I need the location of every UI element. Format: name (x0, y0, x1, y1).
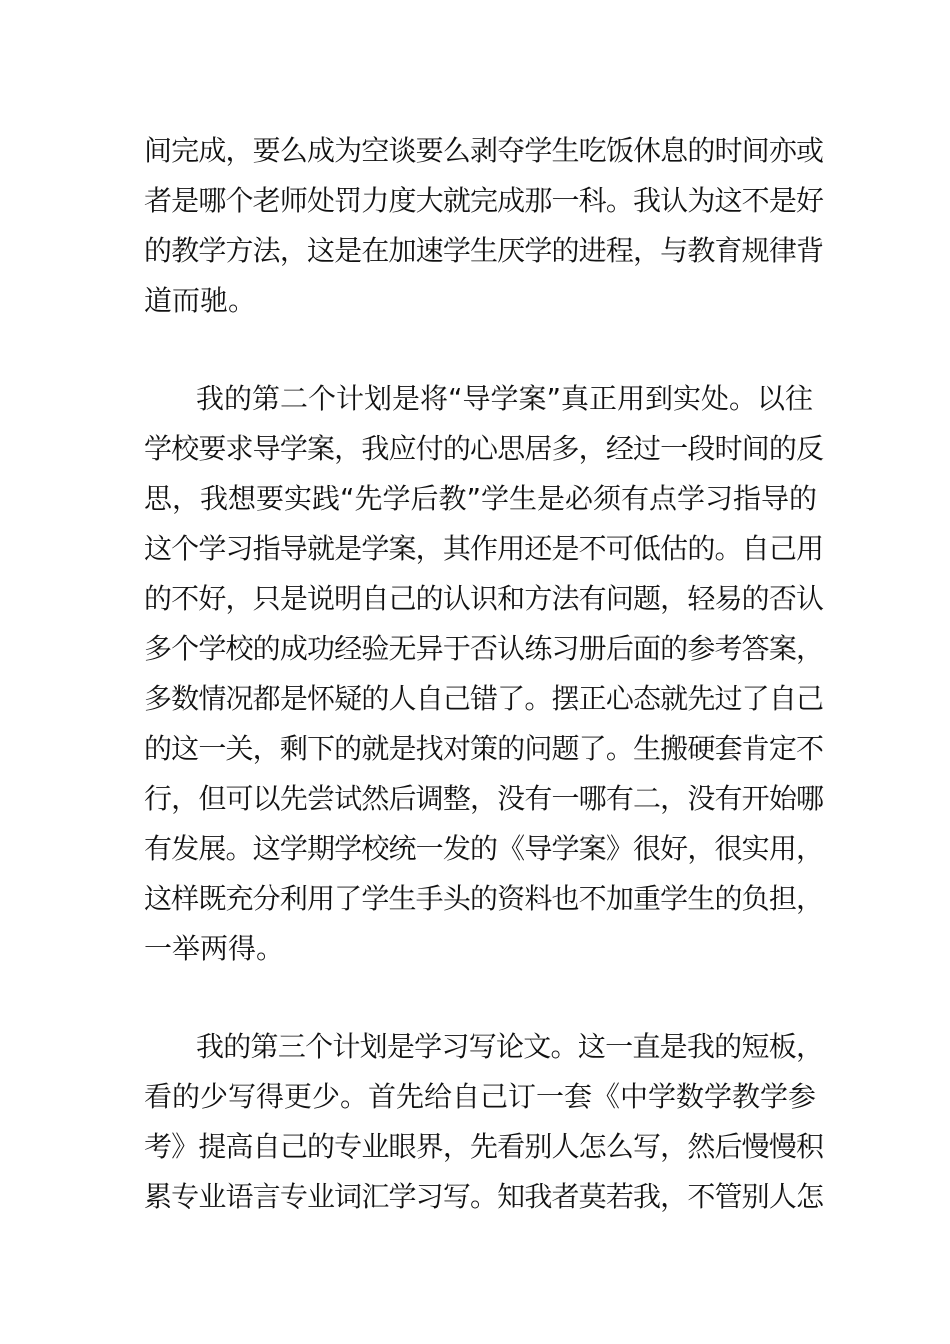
paragraph-2-line-3: 思，我想要实践“先学后教”学生是必须有点学习指导的 (144, 482, 818, 515)
paragraph-3-line-3: 考》提高自己的专业眼界，先看别人怎么写，然后慢慢积 (144, 1130, 824, 1163)
paragraph-2-line-11: 这样既充分利用了学生手头的资料也不加重学生的负担， (144, 882, 824, 915)
paragraph-2-line-5: 的不好，只是说明自己的认识和方法有问题，轻易的否认 (144, 582, 824, 615)
paragraph-1-line-4: 道而驰。 (144, 284, 257, 317)
paragraph-3-line-4: 累专业语言专业词汇学习写。知我者莫若我，不管别人怎 (144, 1180, 824, 1213)
paragraph-2-line-1: 我的第二个计划是将“导学案”真正用到实处。以往 (196, 382, 814, 415)
paragraph-2-line-6: 多个学校的成功经验无异于否认练习册后面的参考答案， (144, 632, 824, 665)
paragraph-2-line-10: 有发展。这学期学校统一发的《导学案》很好，很实用， (144, 832, 824, 865)
paragraph-1-line-2: 者是哪个老师处罚力度大就完成那一科。我认为这不是好 (144, 184, 824, 217)
paragraph-1-line-1: 间完成，要么成为空谈要么剥夺学生吃饭休息的时间亦或 (144, 134, 824, 167)
paragraph-3-line-2: 看的少写得更少。首先给自己订一套《中学数学教学参 (144, 1080, 817, 1113)
paragraph-2-line-4: 这个学习指导就是学案，其作用还是不可低估的。自己用 (144, 532, 824, 565)
paragraph-2-line-9: 行，但可以先尝试然后调整，没有一哪有二，没有开始哪 (144, 782, 824, 815)
paragraph-2-line-8: 的这一关，剩下的就是找对策的问题了。生搬硬套肯定不 (144, 732, 824, 765)
paragraph-2-line-7: 多数情况都是怀疑的人自己错了。摆正心态就先过了自己 (144, 682, 824, 715)
paragraph-3-line-1: 我的第三个计划是学习写论文。这一直是我的短板， (196, 1030, 824, 1063)
paragraph-2-line-2: 学校要求导学案，我应付的心思居多，经过一段时间的反 (144, 432, 824, 465)
paragraph-1-line-3: 的教学方法，这是在加速学生厌学的进程，与教育规律背 (144, 234, 824, 267)
paragraph-2-line-12: 一举两得。 (144, 932, 285, 965)
